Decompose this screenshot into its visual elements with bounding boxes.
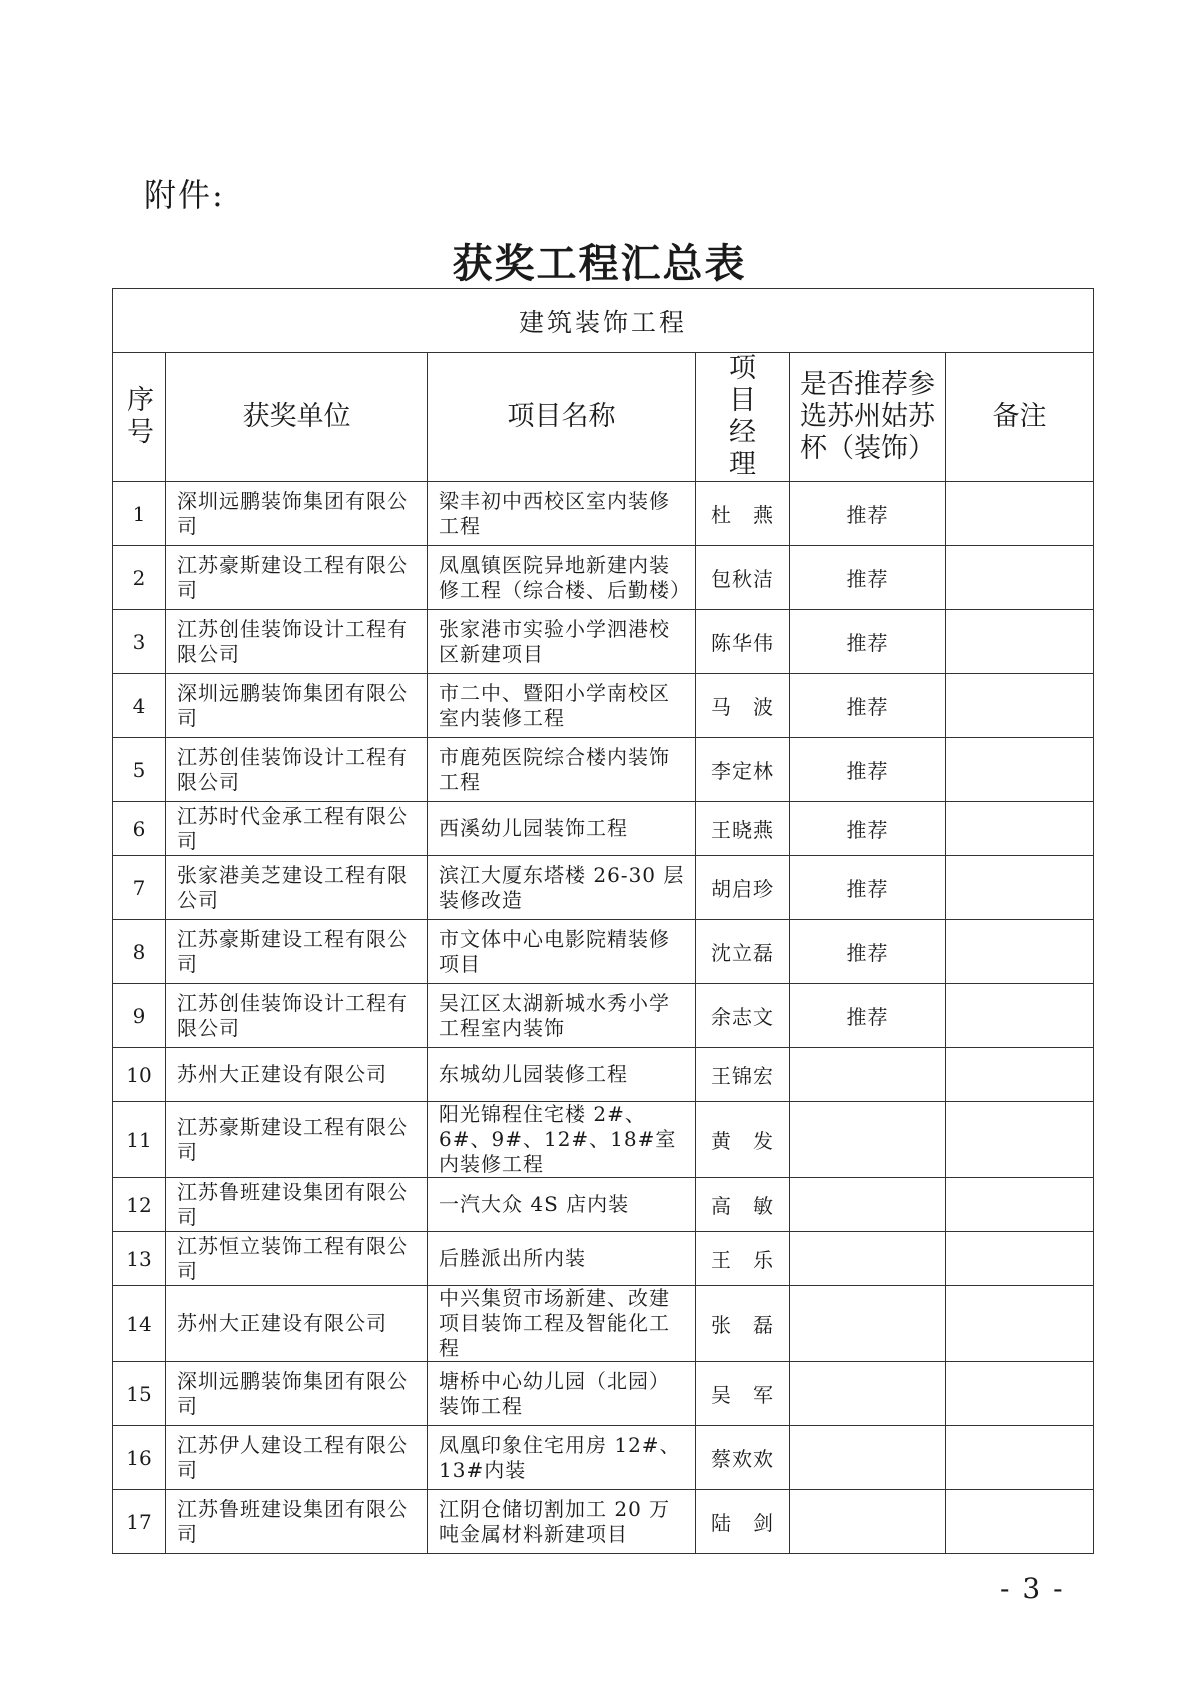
cell-remark (946, 984, 1094, 1048)
cell-remark (946, 1178, 1094, 1232)
table-row (113, 1102, 1094, 1178)
cell-remark (946, 1362, 1094, 1426)
cell-remark (946, 482, 1094, 546)
cell-no: 3 (113, 610, 166, 674)
cell-project: 凤凰镇医院异地新建内装修工程（综合楼、后勤楼） (428, 546, 696, 610)
cell-recommend: 推荐 (790, 546, 946, 610)
cell-no: 1 (113, 482, 166, 546)
cell-remark (946, 610, 1094, 674)
cell-no: 14 (113, 1286, 166, 1362)
section-title: 建筑装饰工程 (113, 289, 1094, 353)
cell-no: 16 (113, 1426, 166, 1490)
cell-unit: 江苏鲁班建设集团有限公司 (166, 1490, 428, 1554)
cell-remark (946, 1490, 1094, 1554)
cell-unit: 苏州大正建设有限公司 (166, 1286, 428, 1362)
cell-project: 滨江大厦东塔楼 26-30 层装修改造 (428, 856, 696, 920)
cell-recommend (790, 1426, 946, 1490)
cell-recommend: 推荐 (790, 802, 946, 856)
table-row (113, 610, 1094, 674)
cell-recommend: 推荐 (790, 610, 946, 674)
page-number: - 3 - (1000, 1572, 1065, 1605)
cell-recommend (790, 1490, 946, 1554)
cell-manager: 余志文 (696, 984, 790, 1048)
cell-project: 吴江区太湖新城水秀小学工程室内装饰 (428, 984, 696, 1048)
cell-recommend (790, 1102, 946, 1178)
table-body (113, 482, 1094, 1554)
table-row (113, 1362, 1094, 1426)
cell-unit: 江苏时代金承工程有限公司 (166, 802, 428, 856)
cell-unit: 江苏创佳装饰设计工程有限公司 (166, 610, 428, 674)
cell-unit: 张家港美芝建设工程有限公司 (166, 856, 428, 920)
cell-project: 梁丰初中西校区室内装修工程 (428, 482, 696, 546)
cell-manager: 沈立磊 (696, 920, 790, 984)
cell-remark (946, 674, 1094, 738)
cell-manager: 胡启珍 (696, 856, 790, 920)
cell-unit: 江苏恒立装饰工程有限公司 (166, 1232, 428, 1286)
award-summary-table (112, 288, 1094, 1554)
cell-manager: 李定林 (696, 738, 790, 802)
attachment-label: 附件: (144, 176, 225, 214)
cell-recommend: 推荐 (790, 984, 946, 1048)
cell-manager: 王锦宏 (696, 1048, 790, 1102)
cell-project: 张家港市实验小学泗港校区新建项目 (428, 610, 696, 674)
cell-unit: 江苏豪斯建设工程有限公司 (166, 546, 428, 610)
table-row (113, 1426, 1094, 1490)
cell-project: 市文体中心电影院精装修项目 (428, 920, 696, 984)
cell-no: 12 (113, 1178, 166, 1232)
cell-no: 11 (113, 1102, 166, 1178)
cell-remark (946, 546, 1094, 610)
table-row (113, 482, 1094, 546)
cell-remark (946, 856, 1094, 920)
cell-manager: 高 敏 (696, 1178, 790, 1232)
cell-remark (946, 738, 1094, 802)
cell-project: 西溪幼儿园装饰工程 (428, 802, 696, 856)
header-no: 序号 (113, 353, 166, 482)
cell-unit: 江苏豪斯建设工程有限公司 (166, 1102, 428, 1178)
header-manager: 项目经理 (696, 353, 790, 482)
cell-remark (946, 1426, 1094, 1490)
table-row (113, 1048, 1094, 1102)
header-remark: 备注 (946, 353, 1094, 482)
cell-manager: 马 波 (696, 674, 790, 738)
cell-recommend: 推荐 (790, 674, 946, 738)
cell-manager: 陈华伟 (696, 610, 790, 674)
table-row (113, 1232, 1094, 1286)
cell-no: 10 (113, 1048, 166, 1102)
cell-manager: 王 乐 (696, 1232, 790, 1286)
page-title: 获奖工程汇总表 (452, 240, 747, 287)
cell-unit: 江苏创佳装饰设计工程有限公司 (166, 738, 428, 802)
cell-no: 15 (113, 1362, 166, 1426)
cell-remark (946, 1232, 1094, 1286)
cell-recommend (790, 1048, 946, 1102)
cell-no: 8 (113, 920, 166, 984)
cell-project: 塘桥中心幼儿园（北园）装饰工程 (428, 1362, 696, 1426)
cell-manager: 张 磊 (696, 1286, 790, 1362)
cell-project: 市鹿苑医院综合楼内装饰工程 (428, 738, 696, 802)
cell-unit: 深圳远鹏装饰集团有限公司 (166, 482, 428, 546)
cell-unit: 深圳远鹏装饰集团有限公司 (166, 1362, 428, 1426)
cell-project: 阳光锦程住宅楼 2#、6#、9#、12#、18#室内装修工程 (428, 1102, 696, 1178)
table-row (113, 546, 1094, 610)
cell-project: 东城幼儿园装修工程 (428, 1048, 696, 1102)
cell-remark (946, 920, 1094, 984)
cell-no: 9 (113, 984, 166, 1048)
cell-no: 7 (113, 856, 166, 920)
table-row (113, 984, 1094, 1048)
header-unit: 获奖单位 (166, 353, 428, 482)
cell-unit: 深圳远鹏装饰集团有限公司 (166, 674, 428, 738)
cell-project: 中兴集贸市场新建、改建项目装饰工程及智能化工程 (428, 1286, 696, 1362)
cell-manager: 王晓燕 (696, 802, 790, 856)
cell-manager: 杜 燕 (696, 482, 790, 546)
cell-no: 4 (113, 674, 166, 738)
table-row (113, 1178, 1094, 1232)
cell-manager: 蔡欢欢 (696, 1426, 790, 1490)
header-project: 项目名称 (428, 353, 696, 482)
cell-remark (946, 1286, 1094, 1362)
header-recommend: 是否推荐参选苏州姑苏杯（装饰） (790, 353, 946, 482)
table-row (113, 738, 1094, 802)
cell-recommend (790, 1286, 946, 1362)
cell-remark (946, 1048, 1094, 1102)
cell-manager: 陆 剑 (696, 1490, 790, 1554)
cell-recommend (790, 1232, 946, 1286)
cell-unit: 江苏伊人建设工程有限公司 (166, 1426, 428, 1490)
cell-no: 13 (113, 1232, 166, 1286)
cell-project: 市二中、暨阳小学南校区室内装修工程 (428, 674, 696, 738)
cell-project: 凤凰印象住宅用房 12#、13#内装 (428, 1426, 696, 1490)
cell-no: 6 (113, 802, 166, 856)
cell-recommend: 推荐 (790, 856, 946, 920)
cell-unit: 江苏豪斯建设工程有限公司 (166, 920, 428, 984)
table-row (113, 802, 1094, 856)
cell-recommend: 推荐 (790, 920, 946, 984)
cell-recommend: 推荐 (790, 482, 946, 546)
cell-project: 一汽大众 4S 店内装 (428, 1178, 696, 1232)
cell-no: 5 (113, 738, 166, 802)
table-row (113, 1286, 1094, 1362)
cell-manager: 包秋洁 (696, 546, 790, 610)
cell-project: 江阴仓储切割加工 20 万吨金属材料新建项目 (428, 1490, 696, 1554)
table-row (113, 1490, 1094, 1554)
table-row (113, 674, 1094, 738)
cell-unit: 江苏鲁班建设集团有限公司 (166, 1178, 428, 1232)
cell-unit: 江苏创佳装饰设计工程有限公司 (166, 984, 428, 1048)
cell-recommend (790, 1362, 946, 1426)
table-row (113, 920, 1094, 984)
cell-no: 17 (113, 1490, 166, 1554)
cell-manager: 黄 发 (696, 1102, 790, 1178)
cell-remark (946, 1102, 1094, 1178)
cell-recommend: 推荐 (790, 738, 946, 802)
cell-recommend (790, 1178, 946, 1232)
cell-manager: 吴 军 (696, 1362, 790, 1426)
cell-no: 2 (113, 546, 166, 610)
cell-project: 后塍派出所内装 (428, 1232, 696, 1286)
cell-unit: 苏州大正建设有限公司 (166, 1048, 428, 1102)
table-row (113, 856, 1094, 920)
cell-remark (946, 802, 1094, 856)
